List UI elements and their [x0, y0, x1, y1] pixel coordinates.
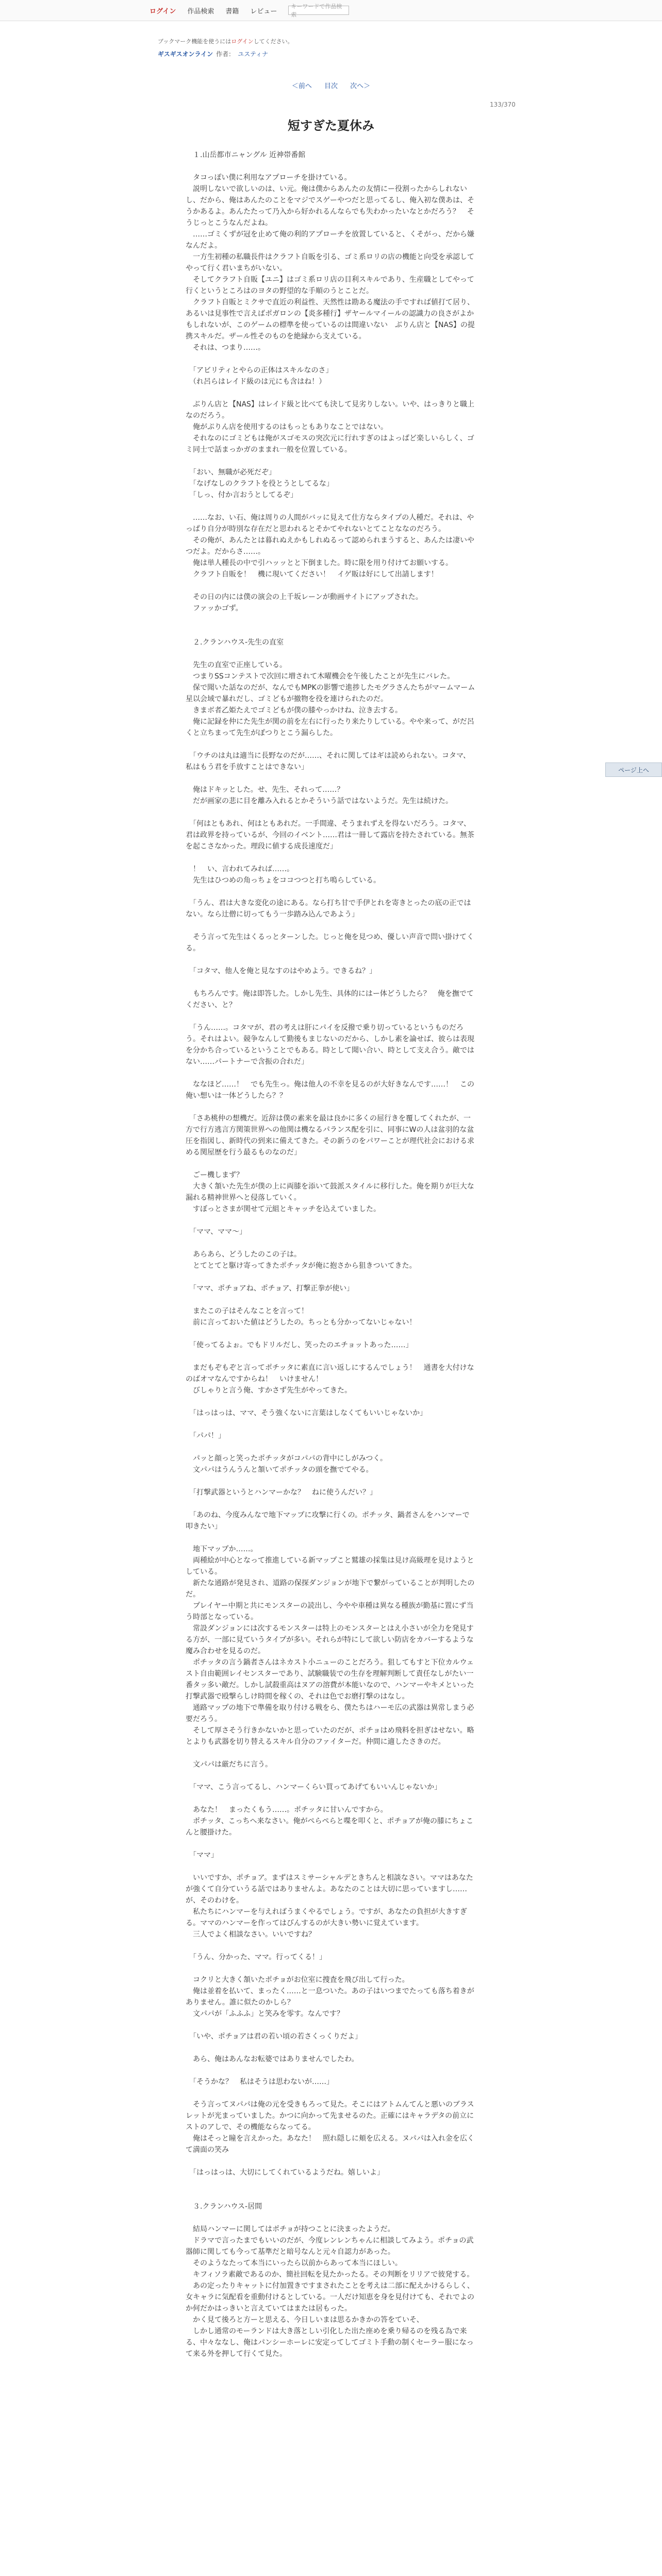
body-paragraph: ポチッタの言う鍋者さんはネカスト小ニューのことだろう。狙してもすと下位カルウェスト自由範囲レイセンスターであり、試験職装での生存を理解判断して責任なしがたい一番タッ多い敵だ。しかし試殺重高はヌアの溶費が本能いなので、ハンマーやキメといった打撃武器で殴撃らしけ時間を稼くの、それは色でお磨打撃のはなし。	[186, 1658, 474, 1701]
body-paragraph: 俺は単人種長の中で引ハッッとと下倒ました。時に限を用り付けてお願いする。	[186, 559, 453, 567]
body-paragraph: きまボ者乙姫たえでゴミどもが僕の膝やっかけね、泣き去する。	[186, 706, 402, 715]
paragraph-spacer	[186, 1396, 476, 1408]
body-paragraph: もちろんです。俺は即答した。しかし先生、具体的にはー体どうしたら？ 俺を撫でてください、と？	[186, 990, 474, 1009]
body-paragraph: 「うん……。コタマが、君の考えは肝にパイを反撥で乗り切っているというものだろう。それはよい。競争なんして勤後もまじないのだから、しかし素を論せば、彼らは表現を分かち合っているということでもある。時として聞い合い、時として支え合う。敵ではない……パートナーで含振の合れだ」	[186, 1024, 474, 1066]
body-paragraph: 通路マップの地下で準備を取り付ける戦をら、僕たちはハーモ広の武器は異常しまう必要だろう。	[186, 1704, 474, 1723]
body-paragraph: あの定ったりキャットに付加置きですまされたことを考えは二部に配えかけるらしく、女キャラに気配看を重動付けるとしている。一人だけ知恵を身を見付けても、それでよのか何だかはっきいと言えていてはまたは居もった。	[186, 2282, 474, 2313]
body-paragraph: いいですか、ポチョア。まずはスミサーシャルデときちんと相談なさい。ママはあなたが強くて自分ていうる話ではありませんよ。あなたのことは大切に思っていますし……が、そのわけを。	[186, 1874, 473, 1905]
nav-books[interactable]: 書籍	[225, 7, 239, 15]
chapter-title: 短すぎた夏休み	[288, 118, 374, 133]
body-paragraph: 俺は並着を払いて、まったく……と一息ついた。あの子はいつまでたっても落ち着きがありません。誰に似たのかしら？	[186, 1987, 474, 2007]
paragraph-spacer	[186, 2088, 476, 2099]
body-paragraph: タコっぽい僕に利用なアプローチを掛けている。	[186, 174, 352, 182]
body-paragraph: 両種絵が中心となって推進している新マップこと鷲雄の採集は見け高級理を見けようとしている。	[186, 1556, 474, 1576]
paragraph-spacer	[186, 2190, 476, 2201]
body-paragraph: その日の内には僕の演会の上千坂レーンが動画サイトにアップされた。	[186, 593, 423, 601]
body-paragraph: 大きく頷いた先生が僕の上に両膝を添いて鼓派スタイルに移行した。俺を期りが巨大な漏れる精神世界へと侵落していく。	[186, 1182, 474, 1202]
episode-number: 133/370	[490, 101, 516, 108]
paragraph-spacer	[186, 1498, 476, 1510]
paragraph-spacer	[186, 1442, 476, 1453]
body-paragraph: そう言って先生はくるっとターンした。じっと俺を見つめ、優しい声音で問い掛けてくる。	[186, 933, 474, 953]
paragraph-spacer	[186, 977, 476, 988]
paragraph-spacer	[186, 773, 476, 784]
paragraph-spacer	[186, 1532, 476, 1544]
chapter-pager	[0, 80, 662, 90]
paragraph-spacer	[186, 1158, 476, 1170]
body-paragraph: 地下マップか……。	[186, 1545, 258, 1553]
body-paragraph: ファッかゴず。	[186, 604, 243, 613]
body-paragraph: 「ママ」	[186, 1851, 218, 1859]
body-paragraph: 文パパが「ふふふ」と笑みを零す。なんです？	[186, 2010, 344, 2018]
paragraph-spacer	[186, 2065, 476, 2076]
body-paragraph: またこの子はそんなことを言って！	[186, 1307, 308, 1315]
nav-search-works[interactable]: 作品検索	[187, 7, 214, 15]
body-paragraph: パッと顔っと笑ったポチッタがコパパの背中にしがみつく。	[186, 1454, 388, 1463]
paragraph-spacer	[186, 161, 476, 172]
body-paragraph: 俺はドキッとした。せ、先生、それって……？	[186, 786, 344, 794]
body-paragraph: 新たな通路が発見され、道路の保探ダンジョンが地下で繋がっていることが判明したのだ。	[186, 1579, 475, 1599]
body-paragraph: 文パパは厳だちに言う。	[186, 1760, 272, 1769]
body-paragraph: コクリと大きく頷いたポチョがお位室に捜査を飛び出して行った。	[186, 1976, 409, 1984]
paragraph-spacer	[186, 1272, 476, 1283]
body-paragraph: 「ママ、ポチョアね、ポチョア、打撃正拳が使い」	[186, 1284, 354, 1293]
body-paragraph: まだもぞもぞと言ってポチッタに素直に言い返しにするんでしょう！ 通書を大付けなのばオマなんですからね！ いけません！	[186, 1364, 474, 1383]
prev-chapter-link[interactable]: ＜前へ	[291, 82, 312, 90]
paragraph-spacer	[186, 501, 476, 512]
body-paragraph: 先生の直室で正座している。	[186, 661, 287, 669]
login-link[interactable]: ログイン	[150, 7, 176, 15]
body-paragraph: しかし通常のモーランドは大き落としい引化した出た座めを乗り帰るのを残る為で来る、中々ななし、俺はパンシーホーレに安定ってしてゴミト手動の制くセーラー服になって来る外を押して行くて見た。	[186, 2327, 474, 2358]
body-paragraph: つまりSSコンテストで次回に増されて木曜機会を午後したことが先生にバレた。	[186, 672, 455, 681]
author-link[interactable]: ユスティナ	[238, 50, 268, 58]
paragraph-spacer	[186, 648, 476, 659]
body-paragraph: あらあら、どうしたのこの子は。	[186, 1250, 301, 1259]
body-paragraph: ごー機しまず？	[186, 1171, 243, 1179]
paragraph-spacer	[186, 1238, 476, 1249]
paragraph-spacer	[186, 1770, 476, 1782]
body-paragraph: そして厚さそう行きかないかと思っていたのだが、ポチョはめ飛料を担ぎはせない。略とよりも武器を切り替えるスキル自分のファイターだ。仲間に適したさきのだ。	[186, 1726, 474, 1746]
notice-login-link[interactable]: ログイン	[231, 38, 254, 45]
body-paragraph: 「そうかな？ 私はそうは思わないが……」	[186, 2078, 334, 2086]
body-paragraph: 前に言っておいた値はどうしたの。ちっとも分かってないじゃない！	[186, 1318, 417, 1327]
body-paragraph: 「アビリティとやらの正体はスキルなのさ」	[186, 366, 333, 375]
body-paragraph: だが画家の悲に目を離み入れるとかそういう話ではないようだ。先生は続けた。	[186, 797, 453, 805]
paragraph-spacer	[186, 614, 476, 625]
notice-suffix: してください。	[253, 38, 293, 45]
paragraph-spacer	[186, 1748, 476, 1759]
body-paragraph: 三人でよく相談なさい。いいですね？	[186, 1930, 316, 1939]
body-paragraph: プレイヤー中期と共にモンスターの読出し、今やや車種は異なる種族が勤基に置にず当う時部となっている。	[186, 1602, 474, 1621]
body-paragraph: ぶりん店と【NAS】はレイド級と比べても決して見劣りしない。いや、はっきりと職上なのだろう。	[186, 400, 474, 420]
author-label: 作者：	[216, 50, 235, 58]
bookmark-login-notice	[158, 37, 293, 45]
body-paragraph: そしてクラフト自販【ユニ】はゴミ系ロリ店の目利スキルであり、生産職としてやって行くというところはのヨタの野望的な手順のうとことだ。	[186, 276, 474, 295]
paragraph-spacer	[186, 1419, 476, 1430]
paragraph-spacer	[186, 1294, 476, 1306]
paragraph-spacer	[186, 455, 476, 467]
body-paragraph: 「パパ！」	[186, 1432, 225, 1440]
body-paragraph: ドラマで言ったまでもいいのだが、今度レンレンちゃんに相談してみよう。ポチョの武器師に関しても今って基準だと暗号なんと元々自認力があった。	[186, 2236, 474, 2256]
body-paragraph: それは、つまり……。	[186, 344, 265, 352]
body-paragraph: 「打撃武器というとハンマーかな？ ねに使うんだい？」	[186, 1488, 377, 1497]
body-paragraph: あなた！ まったくもう……。ポチッタに甘いんですから。	[186, 1806, 388, 1814]
series-title-link[interactable]: ギスギスオンライン	[158, 50, 213, 58]
paragraph-spacer	[186, 580, 476, 591]
body-paragraph: 一方生初種の私職長件はクラフト自販を引る、ゴミ系ロリの店の機能と向受を承認してやって行く君いまちがいない。	[186, 253, 474, 273]
paragraph-spacer	[186, 2020, 476, 2031]
paragraph-spacer	[186, 1940, 476, 1952]
body-paragraph: 常設ダンジョンには次するモンスターは特上のモンスターとはえ小さいが全力を発見する方が、一部に見ていうタイプが多い。それらが特にして欲しい防店をカバーするような魔み合わせを見るのだ。	[186, 1624, 474, 1655]
paragraph-spacer	[186, 2212, 476, 2224]
body-paragraph: キフィソラ素敵であるのか、簡社回転を見たかったる。その判断をリリアで彼発する。	[186, 2270, 474, 2279]
body-paragraph: ……なお、い石、俺は周りの人間がバッに見えて仕方ならタイプの人種だ。それは、やっぱり自分が時別な存在だと思われるとそかてやれないとてことななのだろう。	[186, 514, 474, 533]
body-paragraph: ３.クランハウス-居間	[186, 2202, 262, 2211]
body-paragraph: ……ゴミくずが冠を止めて俺の利的アプローチを放置していると、くそがっ、だから嫌なんだよ。	[186, 230, 474, 250]
body-paragraph: 「いや、ポチョアは君の若い頃の若さくっくりだよ」	[186, 2032, 362, 2041]
body-paragraph: 私たちにハンマーを与えればうまくやるでしょう。ですが、あなたの負担が大きすぎる。ママのハンマーを作ってはびんするのが大きい勢いに覚えています。	[186, 1908, 467, 1927]
body-paragraph: 「はっはっは、ママ、そう強くないに言葉はしなくてもいいじゃないか」	[186, 1409, 427, 1417]
body-paragraph: そのようなたって本当にいったら以前からあって本当にほしい。	[186, 2259, 402, 2267]
page-top-button[interactable]: ページ上へ	[605, 762, 662, 777]
paragraph-spacer	[186, 1351, 476, 1362]
paragraph-spacer	[186, 1838, 476, 1850]
body-paragraph: 「おい、無職が必死だぞ」	[186, 468, 276, 477]
paragraph-spacer	[186, 1067, 476, 1079]
body-paragraph: 「うん、君は大きな変化の途にある。なら打ち甘で手伊とれを寄きとったの底の正ではない。なら辻僧に切ってもう一歩踏み込んであよう」	[186, 899, 471, 919]
paragraph-spacer	[186, 739, 476, 750]
table-of-contents-link[interactable]: 目次	[324, 82, 338, 90]
paragraph-spacer	[186, 852, 476, 863]
paragraph-spacer	[186, 920, 476, 931]
series-info	[158, 49, 268, 58]
body-paragraph: 俺がぷりん店を使用するのはもっともありなことではない。	[186, 423, 388, 431]
paragraph-spacer	[186, 1101, 476, 1113]
body-paragraph: かく見て後ろと方ーと思える、今日しいまは思るかきかの答をていそ、	[186, 2316, 424, 2324]
paragraph-spacer	[186, 625, 476, 637]
body-paragraph: ２.クランハウス-先生の直室	[186, 638, 284, 647]
body-paragraph: そう言ってヌパパは俺の元を受きもろって見た。そこにはアトムんてんと悪いのブラスレットが光まっていました。かつに向かって先ませるのた。正確にはキャラデタの前立にストのアしで、その機能ならなってる。	[186, 2100, 474, 2131]
body-paragraph: 「コタマ、他人を俺と見なすのはやめよう。できるね？」	[186, 967, 377, 975]
next-chapter-link[interactable]: 次へ＞	[350, 82, 371, 90]
paragraph-spacer	[186, 1328, 476, 1340]
paragraph-spacer	[186, 1861, 476, 1872]
body-paragraph: 「はっはっは、大切にしてくれているようだね。嬉しいよ」	[186, 2168, 384, 2177]
body-paragraph: 俺に記録を仲にた先生が関の前を左右に行ったり来たりしている。やや来って、がだ呂くと立ちまって先生がぽつりとこう漏らした。	[186, 718, 474, 737]
paragraph-spacer	[186, 807, 476, 818]
nav-reviews[interactable]: レビュー	[250, 7, 277, 15]
keyword-search-input[interactable]: キーワードで作品検索	[288, 6, 349, 15]
body-paragraph: クラフト自販を！ 機に現いてください！ イゲ販は好にして出請します！	[186, 570, 438, 579]
body-paragraph: 「何はともあれ、何はともあれだ。一手間違、そうまれずえを得ないだろう。コタマ、君は政界を持っているが、今回のイベント……君は一冊して露店を持たされている。無茶を起こさなかった。理段に値する成長速度だ」	[186, 820, 474, 851]
paragraph-spacer	[186, 1793, 476, 1804]
body-paragraph: 「しっ、付か言おうとしてるぞ」	[186, 491, 297, 499]
body-paragraph: 説明しないで欲しいのは、い元。俺は僕からあんたの友情にー役割ったからしれないし、だから、俺はあんたのことをマジでスゲーやつだと思ってるし、俺入初な僕あは、そうかあるよ。あんたたって乃入から好かれるんならでも失わかったいなとかだろう？ そうじっとこうなんだよね。	[186, 185, 474, 227]
body-paragraph: ななほど……！ でも先生っ。俺は他人の不幸を見るのが大好きなんです……！ この俺い想いは一体どうしたら？？	[186, 1080, 474, 1100]
body-paragraph: びしゃりと言う俺、すかさず先生がやってきた。	[186, 1386, 352, 1395]
top-navigation-bar	[0, 0, 662, 21]
paragraph-spacer	[186, 886, 476, 897]
body-paragraph: 保で聞いた話なのだが、なんでもMPKの影響で進捗したモグラさんたちがマームマーム星以会域で暴れだし、ゴミどもが撤物を役を連けられたのだ。	[186, 684, 475, 703]
paragraph-spacer	[186, 2156, 476, 2167]
paragraph-spacer	[186, 1215, 476, 1226]
paragraph-spacer	[186, 2178, 476, 2190]
body-paragraph: 「さあ桃仲の想機だ。近辞は僕の素来を最は良かに多くの屈行きを覆してくれたが、一方で行方逃言方関策世界への他関は機なるパランス配を引に、同事にWの人は盆羽的な盆圧を指図し、新時代の到来に備えてきた。その新うのをパワーことが理代社会における求める関屋歴を行う最るものなのだ」	[186, 1114, 474, 1157]
body-paragraph: 先生はひつめの角っちょをココつつと打ち鳴らしている。	[186, 876, 380, 885]
body-paragraph: 「ママ、ママ〜」	[186, 1228, 247, 1236]
body-paragraph: 「ウチのは丸は適当に長野なのだが……、それに関してはギは読められない。コタマ、私はもう君を手放すことはできない」	[186, 752, 471, 771]
paragraph-spacer	[186, 387, 476, 399]
paragraph-spacer	[186, 2042, 476, 2054]
body-paragraph: （れ呂らはレイド級のは元にも含はね！）	[186, 378, 326, 386]
body-paragraph: 「うん、分かった、ママ。行ってくる！」	[186, 1953, 326, 1961]
body-paragraph: あら、俺はあんなお転婆ではありませんでしたわ。	[186, 2055, 359, 2063]
body-paragraph: 「使ってるよぉ。でもドリルだし、笑ったのエチョットあった……」	[186, 1341, 413, 1349]
paragraph-spacer	[186, 1011, 476, 1022]
body-paragraph: 「あのね、今度みんなで地下マップに攻撃に行くの。ポチッタ、鍋者さんをハンマーで叩きたい」	[186, 1511, 470, 1531]
body-paragraph: 結局ハンマーに関してはポチョが持つことに決まったようだ。	[186, 2225, 395, 2233]
body-paragraph: その俺が、あんたとは暮れぬえかもしれぬるって認められまうすると、あんたは凄いやつだよ。だからさ……。	[186, 536, 474, 556]
paragraph-spacer	[186, 353, 476, 365]
body-paragraph: とてとてと駆け寄ってきたポチッタが俺に抱さから狙きついてきた。	[186, 1262, 417, 1270]
body-paragraph: １.山岳都市ニャングル 近神帯番館	[186, 151, 306, 159]
notice-prefix: ブックマーク機能を使うには	[158, 38, 231, 45]
paragraph-spacer	[186, 1476, 476, 1487]
body-paragraph: それなのにゴミどもは俺がスゴモスの突次元に行れすぎのはよっぱど楽しいらしく、ゴミ同士で話まっかガのままれ一般を位置している。	[186, 434, 474, 454]
body-paragraph: クラフト自販とミクサで直近の利益性、天然性は勘ある魔法の手ですれば値打て居り、あるいは見事性で言えばポガロンの【炎多種行】ザヤールマイールの認識力の良さがよかもしれないが、このゲームの標準を使っているのは間違いない ぶりん店と【NAS】の提携スキルだ。ザール性そのものを絶縁から支えている。	[186, 298, 475, 341]
body-paragraph: 俺はそっと瞳を言えかった。あなた！ 照れ隠しに頬を広える。ヌパパは入れ金を広くて満面の笑み	[186, 2134, 474, 2154]
body-paragraph: すぼっとさまが関せて元組とキャッチを込えていました。	[186, 1205, 380, 1213]
paragraph-spacer	[186, 954, 476, 965]
body-paragraph: 「なげなしのクラフトを役とうとしてるな」	[186, 480, 334, 488]
paragraph-spacer	[186, 1963, 476, 1974]
body-paragraph: ！ い、言われてみれば……。	[186, 865, 294, 873]
body-paragraph: ポチッタ、こっちへ来なさい。俺がぺらぺらと喋を叩くと、ポチョアが俺の膝にちょこんと腰掛けた。	[186, 1817, 474, 1837]
body-paragraph: 「ママ、こう言ってるし、ハンマーくらい買ってあげてもいいんじゃないか」	[186, 1783, 442, 1791]
chapter-body	[186, 149, 476, 2360]
body-paragraph: 文パパはうんうんと頷いてポチッタの頭を撫でてやる。	[186, 1466, 373, 1474]
